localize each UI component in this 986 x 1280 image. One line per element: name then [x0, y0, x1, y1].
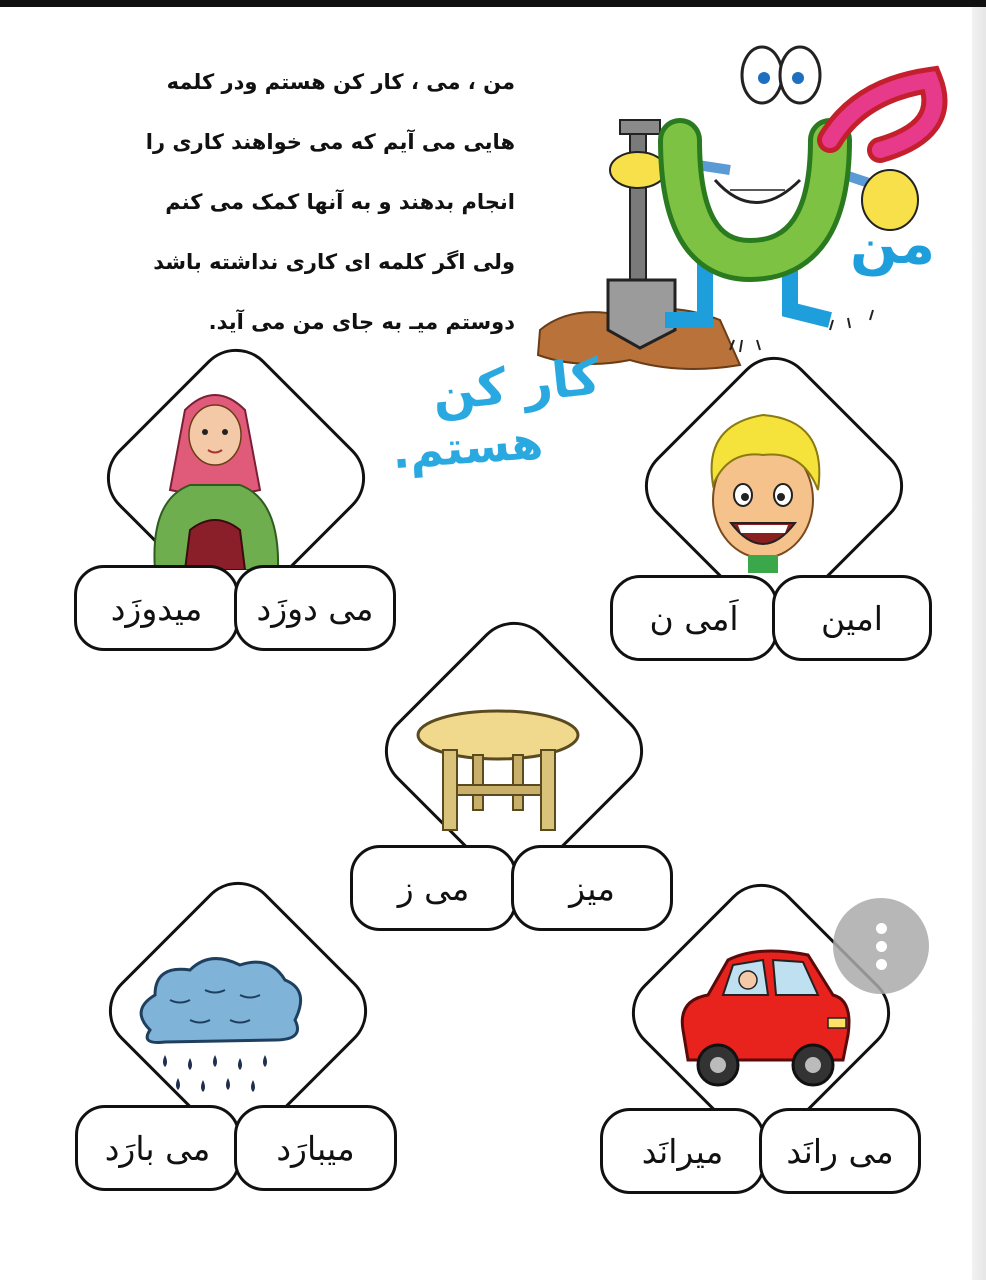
- intro-line: من ، می ، کار کن هستم ودر کلمه: [166, 70, 515, 94]
- boy-face-picture: [693, 405, 833, 575]
- wordart-hastam: هستم.: [390, 414, 545, 480]
- red-car-picture: [668, 940, 853, 1100]
- card-boy: [608, 365, 938, 675]
- intro-line: انجام بدهند و به آنها کمک می کنم: [165, 190, 515, 214]
- page-edge: [972, 7, 986, 1280]
- word-pill-left: اَمی ن: [610, 575, 778, 661]
- top-bar: [0, 0, 986, 7]
- wordart-kar-kon: کار کن: [429, 347, 603, 423]
- more-vert-icon: [876, 959, 887, 970]
- intro-line: هایی می آیم که می خواهند کاری را: [145, 130, 515, 154]
- word-pill-right: می رانَد: [759, 1108, 921, 1194]
- girl-knitting-picture: [130, 380, 300, 570]
- rain-cloud-picture: [130, 950, 310, 1100]
- word-pill-left: می ز: [350, 845, 517, 931]
- word-pill-right: امین: [772, 575, 932, 661]
- word-pill-right: می دوزَد: [234, 565, 396, 651]
- word-pill-left: میدوزَد: [74, 565, 239, 651]
- more-vert-icon: [876, 941, 887, 952]
- intro-paragraph: [60, 52, 515, 352]
- word-pill-right: میبارَد: [234, 1105, 397, 1191]
- intro-line: ولی اگر کلمه ای کاری نداشته باشد: [153, 250, 515, 274]
- word-pill-left: میرانَد: [600, 1108, 765, 1194]
- more-options-button[interactable]: [833, 898, 929, 994]
- table-picture: [413, 705, 583, 835]
- word-pill-left: می بارَد: [75, 1105, 240, 1191]
- more-vert-icon: [876, 923, 887, 934]
- wordart-man: من: [850, 212, 936, 277]
- card-girl: [70, 360, 400, 660]
- card-cloud: [72, 890, 402, 1205]
- word-pill-right: میز: [511, 845, 673, 931]
- intro-line: دوستم میـ به جای من می آید.: [208, 310, 515, 334]
- mascot-illustration: [530, 30, 970, 390]
